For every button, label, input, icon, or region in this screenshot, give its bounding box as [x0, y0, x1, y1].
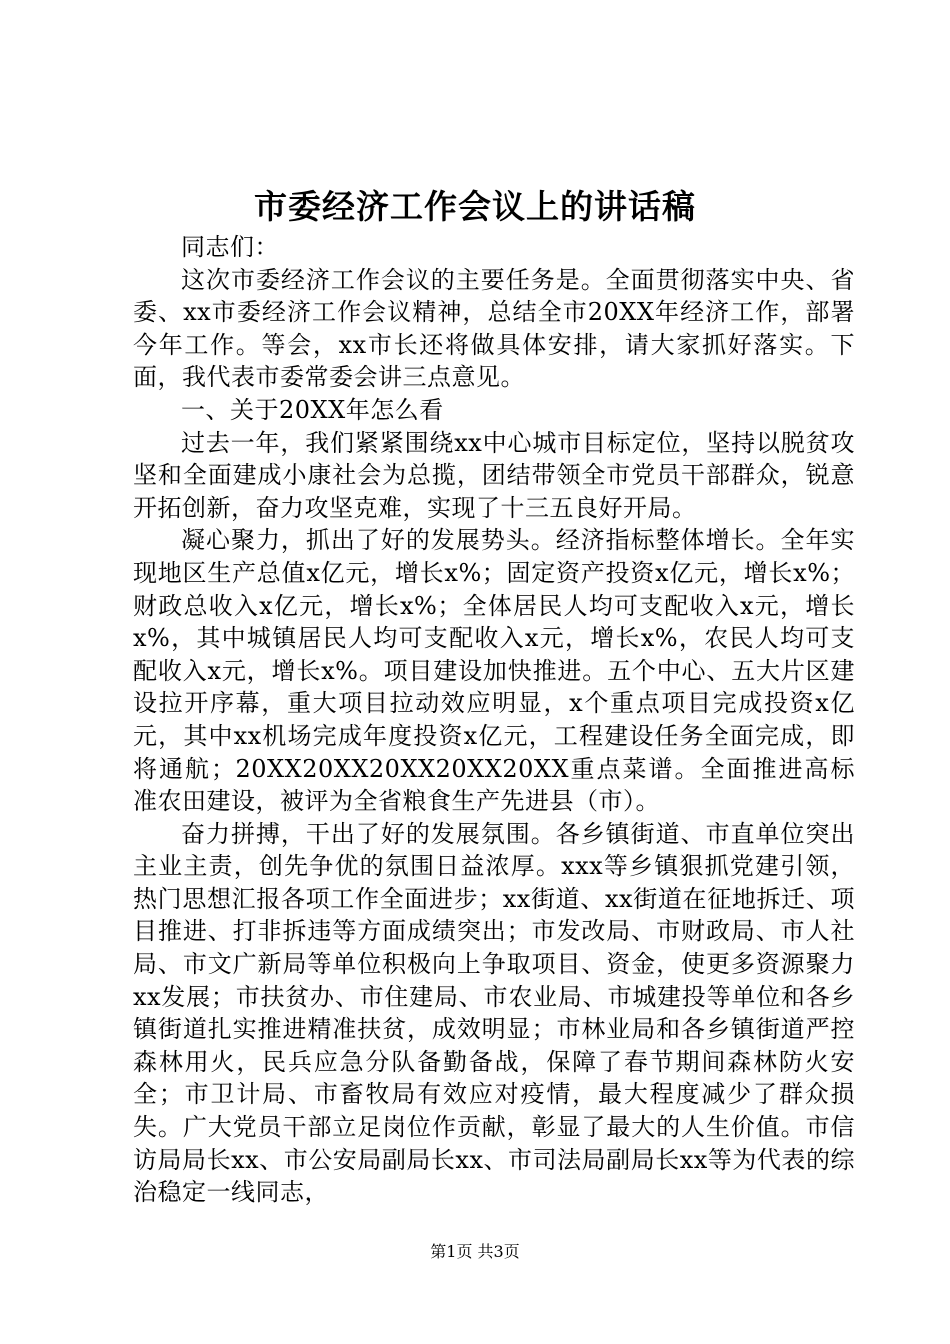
document-title: 市委经济工作会议上的讲话稿: [254, 187, 696, 226]
paragraph-development-momentum: 凝心聚力，抓出了好的发展势头。经济指标整体增长。全年实现地区生产总值x亿元，增长x%；固定资产投资x亿元，增长x%；财政总收入x亿元，增长x%；全体居民人均可支配收入x元，增长x%，其中城镇居民人均可支配收入x元，增长x%，农民人均可支配收入x元，增长x%。项目建设加快推进。五个中心、五大片区建设拉开序幕，重大项目拉动效应明显，x个重点项目完成投资x亿元，其中xx机场完成年度投资x亿元，工程建设任务全面完成，即将通航；20XX20XX20XX20XX20XX重点菜谱。全面推进高标准农田建设，被评为全省粮食生产先进县（市）。: [133, 526, 855, 816]
document-body: [133, 231, 855, 1209]
paragraph-development-atmosphere: 奋力拼搏，干出了好的发展氛围。各乡镇街道、市直单位突出主业主责，创先争优的氛围日益浓厚。xxx等乡镇狠抓党建引领，热门思想汇报各项工作全面进步；xx街道、xx街道在征地拆迁、项目推进、打非拆违等方面成绩突出；市发改局、市财政局、市人社局、市文广新局等单位积极向上争取项目、资金，使更多资源聚力xx发展；市扶贫办、市住建局、市农业局、市城建投等单位和各乡镇街道扎实推进精准扶贫，成效明显；市林业局和各乡镇街道严控森林用火，民兵应急分队备勤备战，保障了春节期间森林防火安全；市卫计局、市畜牧局有效应对疫情，最大程度减少了群众损失。广大党员干部立足岗位作贡献，彰显了最大的人生价值。市信访局局长xx、市公安局副局长xx、市司法局副局长xx等为代表的综治稳定一线同志，: [133, 819, 855, 1207]
paragraph-past-year: 过去一年，我们紧紧围绕xx中心城市目标定位，坚持以脱贫攻坚和全面建成小康社会为总揽，团结带领全市党员干部群众，锐意开拓创新，奋力攻坚克难，实现了十三五良好开局。: [133, 428, 855, 522]
section-heading: 一、关于20XX年怎么看: [181, 395, 444, 424]
paragraph-salutation: 同志们：: [181, 233, 279, 261]
page-footer: 第1页 共3页: [430, 1242, 520, 1261]
paragraph-intro: 这次市委经济工作会议的主要任务是。全面贯彻落实中央、省委、xx市委经济工作会议精神，总结全市20XX年经济工作，部署今年工作。等会，xx市长还将做具体安排，请大家抓好落实。下面，我代表市委常委会讲三点意见。: [133, 265, 855, 392]
